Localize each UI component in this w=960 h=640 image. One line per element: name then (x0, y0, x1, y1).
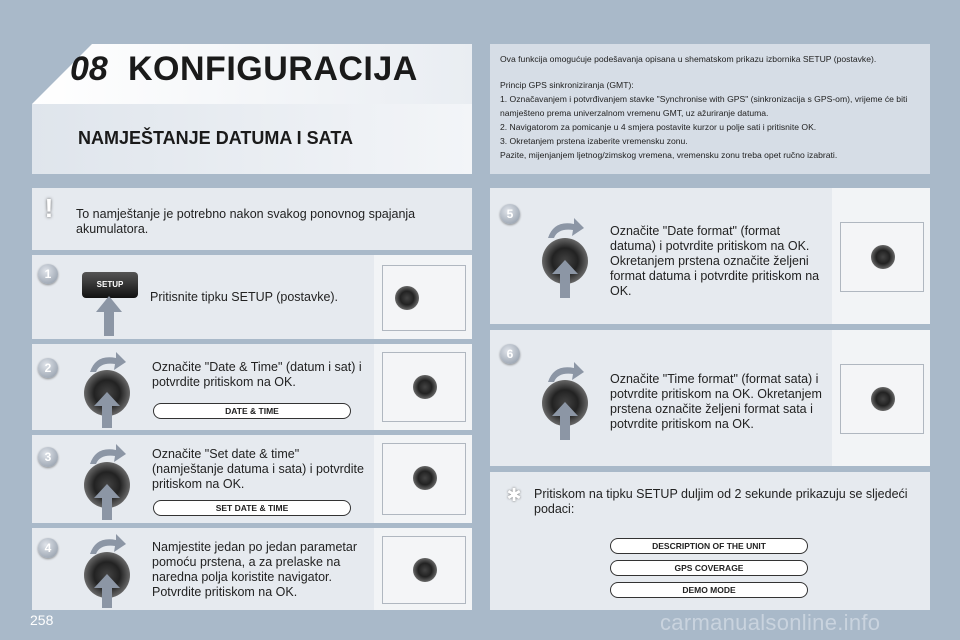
menu-gps-coverage-pill: GPS COVERAGE (610, 560, 808, 576)
menu-demo-mode-pill: DEMO MODE (610, 582, 808, 598)
radio-unit-image-4 (382, 536, 466, 604)
radio-unit-image-2 (382, 352, 466, 422)
radio-unit-image-6 (840, 364, 924, 434)
menu-set-date-time-pill: SET DATE & TIME (153, 500, 351, 516)
arrow-up-icon (94, 574, 120, 608)
control-knob-icon (871, 387, 895, 411)
step-2-badge: 2 (38, 358, 58, 378)
radio-unit-image-3 (382, 443, 466, 515)
info-line-note: Pazite, mijenjanjem ljetnog/zimskog vremena, vremensku zonu treba opet ručno izabrati. (500, 150, 838, 160)
tip-text: Pritiskom na tipku SETUP duljim od 2 sekunde prikazuju se sljedeći podaci: (534, 487, 908, 516)
control-knob-icon (395, 286, 419, 310)
info-line-heading: Princip GPS sinkroniziranja (GMT): (500, 80, 634, 90)
setup-key-icon: SETUP (82, 272, 138, 298)
arrow-up-icon (552, 260, 578, 298)
arrow-up-icon (552, 402, 578, 440)
sun-tip-icon: ✱ (506, 485, 522, 505)
info-box (490, 44, 930, 174)
info-line-step3: 3. Okretanjem prstena izaberite vremensku zonu. (500, 136, 688, 146)
chapter-number: 08 (70, 50, 108, 88)
arrow-up-icon (96, 296, 122, 336)
step-6-text: Označite "Time format" (format sata) i potvrdite pritiskom na OK. Okretanjem prstena označite željeni format sata i potvrdite pritiskom na OK. (610, 372, 822, 431)
step-4-badge: 4 (38, 538, 58, 558)
step-2-text: Označite "Date & Time" (datum i sat) i potvrdite pritiskom na OK. (152, 360, 362, 389)
info-line-intro: Ova funkcija omogućuje podešavanja opisana u shematskom prikazu izbornika SETUP (postavke). (500, 54, 877, 64)
info-line-step1: 1. Označavanjem i potvrđivanjem stavke "Synchronise with GPS" (sinkronizacija s GPS-om), vrijeme će biti namješteno prema univerzalnom vremenu GMT, uz ažuriranje datuma. (500, 94, 908, 118)
rotate-arrow-icon (544, 216, 584, 240)
control-knob-icon (413, 466, 437, 490)
arrow-up-icon (94, 392, 120, 428)
menu-date-time-pill: DATE & TIME (153, 403, 351, 419)
watermark: carmanualsonline.info (660, 610, 881, 635)
step-1-badge: 1 (38, 264, 58, 284)
control-knob-icon (413, 375, 437, 399)
step-5-text: Označite "Date format" (format datuma) i potvrdite pritiskom na OK. Okretanjem prstena označite željeni format datuma i potvrdite pritiskom na OK. (610, 224, 820, 298)
control-knob-icon (413, 558, 437, 582)
arrow-up-icon (94, 484, 120, 520)
radio-unit-image-1 (382, 265, 466, 331)
section-title: NAMJEŠTANJE DATUMA I SATA (78, 128, 354, 148)
step-1-text: Pritisnite tipku SETUP (postavke). (150, 290, 339, 304)
menu-description-pill: DESCRIPTION OF THE UNIT (610, 538, 808, 554)
warning-text: To namještanje je potrebno nakon svakog ponovnog spajanja akumulatora. (76, 207, 416, 236)
step-3-badge: 3 (38, 447, 58, 467)
control-knob-icon (871, 245, 895, 269)
step-3-text: Označite "Set date & time" (namještanje datuma i sata) i potvrdite pritiskom na OK. (152, 447, 364, 491)
chapter-title: KONFIGURACIJA (128, 50, 418, 88)
page-number: 258 (30, 612, 54, 628)
radio-unit-image-5 (840, 222, 924, 292)
info-line-step2: 2. Navigatorom za pomicanje u 4 smjera postavite kurzor u polje sati i pritisnite OK. (500, 122, 817, 132)
step-6-badge: 6 (500, 344, 520, 364)
step-5-badge: 5 (500, 204, 520, 224)
exclamation-icon: ! (44, 193, 54, 223)
step-4-text: Namjestite jedan po jedan parametar pomoću prstena, a za prelaske na naredna polja koristite navigator. Potvrdite pritiskom na OK. (152, 540, 357, 599)
